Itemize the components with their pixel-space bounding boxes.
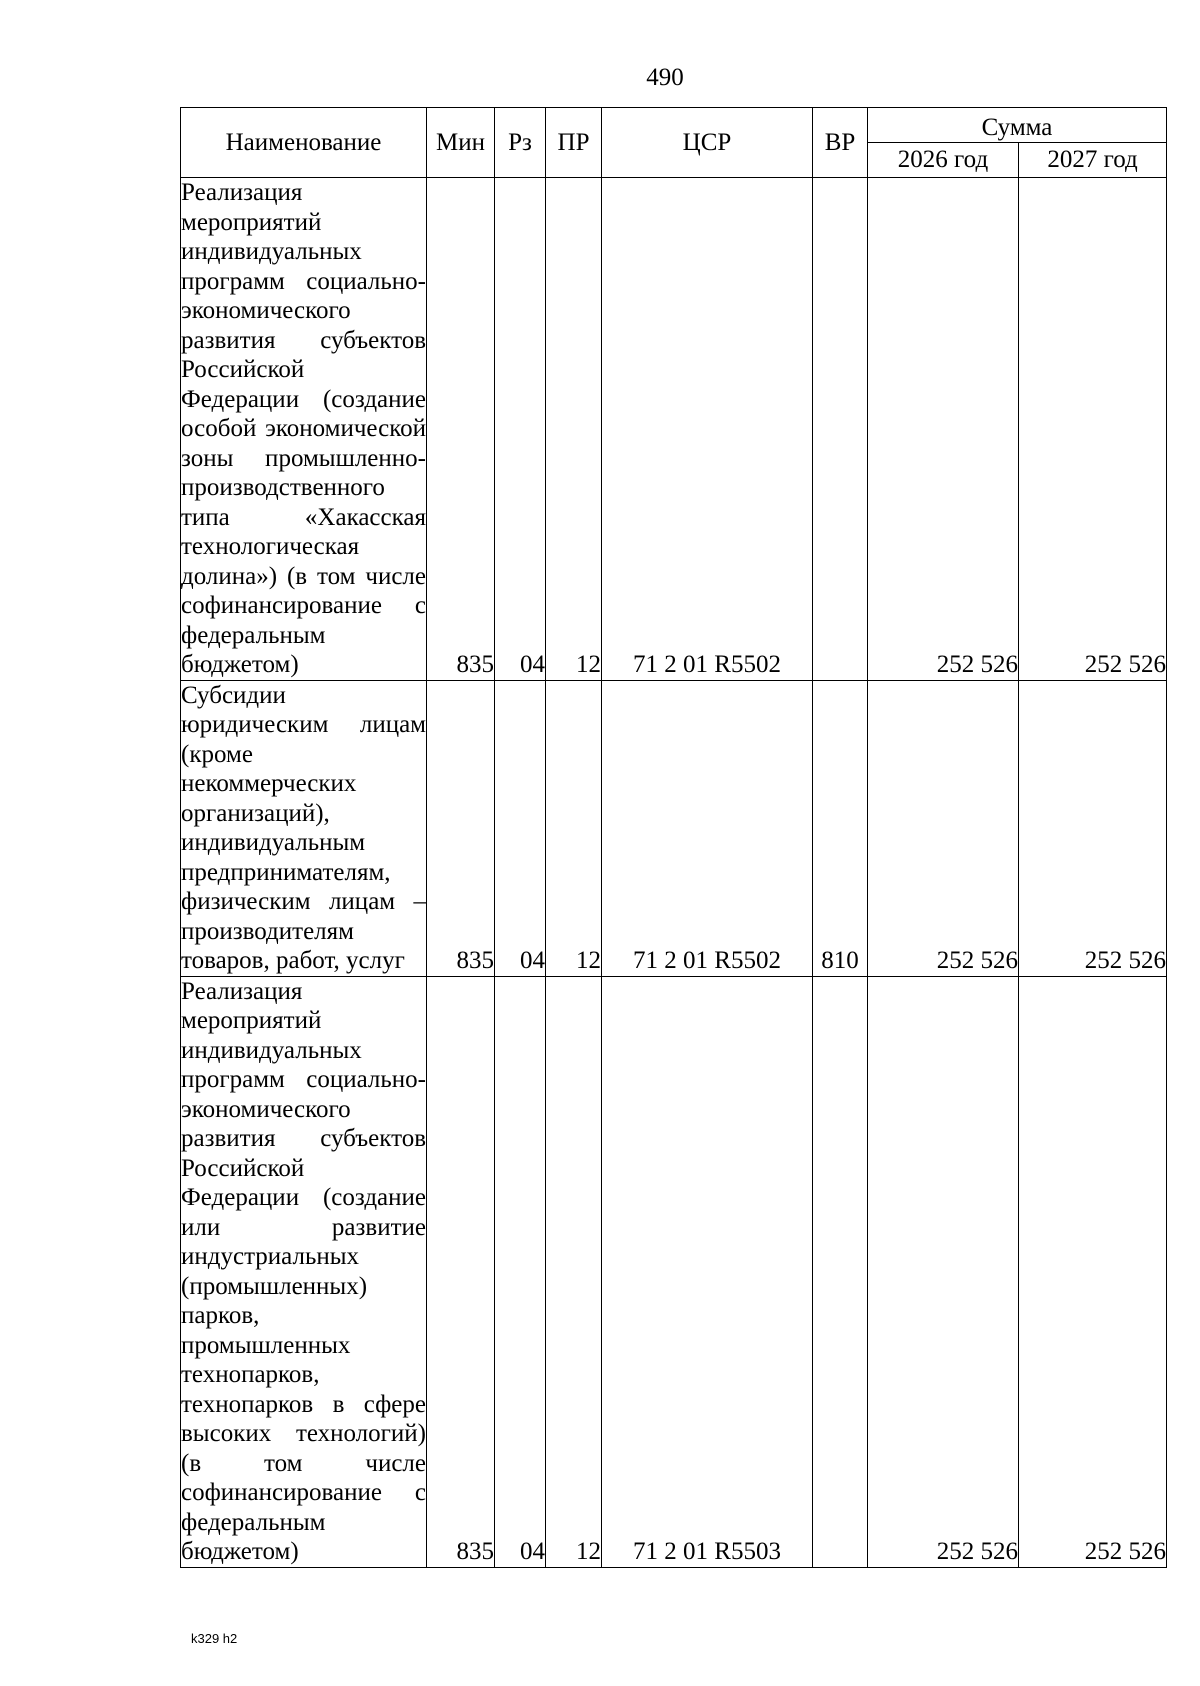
header-sum: Сумма [868, 108, 1167, 143]
table-row [181, 178, 1167, 681]
table-row [181, 976, 1167, 1567]
row-pr: 12 [546, 178, 602, 681]
row-csr: 71 2 01 R5502 [602, 178, 813, 681]
footer-document-code: k329 h2 [191, 1631, 238, 1646]
budget-table [180, 107, 1167, 1568]
row-min: 835 [427, 976, 495, 1567]
row-min: 835 [427, 680, 495, 976]
header-csr: ЦСР [602, 108, 813, 178]
row-rz: 04 [495, 178, 546, 681]
header-name: Наименование [181, 108, 427, 178]
header-year-2027: 2027 год [1019, 143, 1167, 178]
row-pr: 12 [546, 680, 602, 976]
row-pr: 12 [546, 976, 602, 1567]
header-vr: ВР [813, 108, 868, 178]
row-sum-2026: 252 526 [868, 680, 1019, 976]
table-row [181, 680, 1167, 976]
row-vr [813, 976, 868, 1567]
row-sum-2027: 252 526 [1019, 680, 1167, 976]
row-name: Реализация мероприятий индивидуальных программ социально-экономического развития субъектов Российской Федерации (создание особой экономической зоны промышленно-производственного типа «Хакасская технологическая долина») (в том числе софинансирование с федеральным бюджетом) [181, 179, 426, 678]
row-sum-2026: 252 526 [868, 976, 1019, 1567]
row-min: 835 [427, 178, 495, 681]
row-rz: 04 [495, 976, 546, 1567]
header-year-2026: 2026 год [868, 143, 1019, 178]
row-sum-2027: 252 526 [1019, 178, 1167, 681]
row-name: Реализация мероприятий индивидуальных программ социально-экономического развития субъектов Российской Федерации (создание или развитие индустриальных (промышленных) парков, промышленных технопарков, технопарков в сфере высоких технологий) (в том числе софинансирование с федеральным бюджетом) [181, 977, 426, 1565]
row-csr: 71 2 01 R5502 [602, 680, 813, 976]
header-pr: ПР [546, 108, 602, 178]
row-vr [813, 178, 868, 681]
header-rz: Рз [495, 108, 546, 178]
row-sum-2027: 252 526 [1019, 976, 1167, 1567]
row-rz: 04 [495, 680, 546, 976]
header-min: Мин [427, 108, 495, 178]
row-name: Субсидии юридическим лицам (кроме некоммерческих организаций), индивидуальным предпринимателям, физическим лицам – производителям товаров, работ, услуг [181, 681, 426, 974]
header-row [181, 108, 1167, 143]
row-vr: 810 [813, 680, 868, 976]
row-csr: 71 2 01 R5503 [602, 976, 813, 1567]
row-sum-2026: 252 526 [868, 178, 1019, 681]
page-number: 490 [646, 64, 684, 91]
